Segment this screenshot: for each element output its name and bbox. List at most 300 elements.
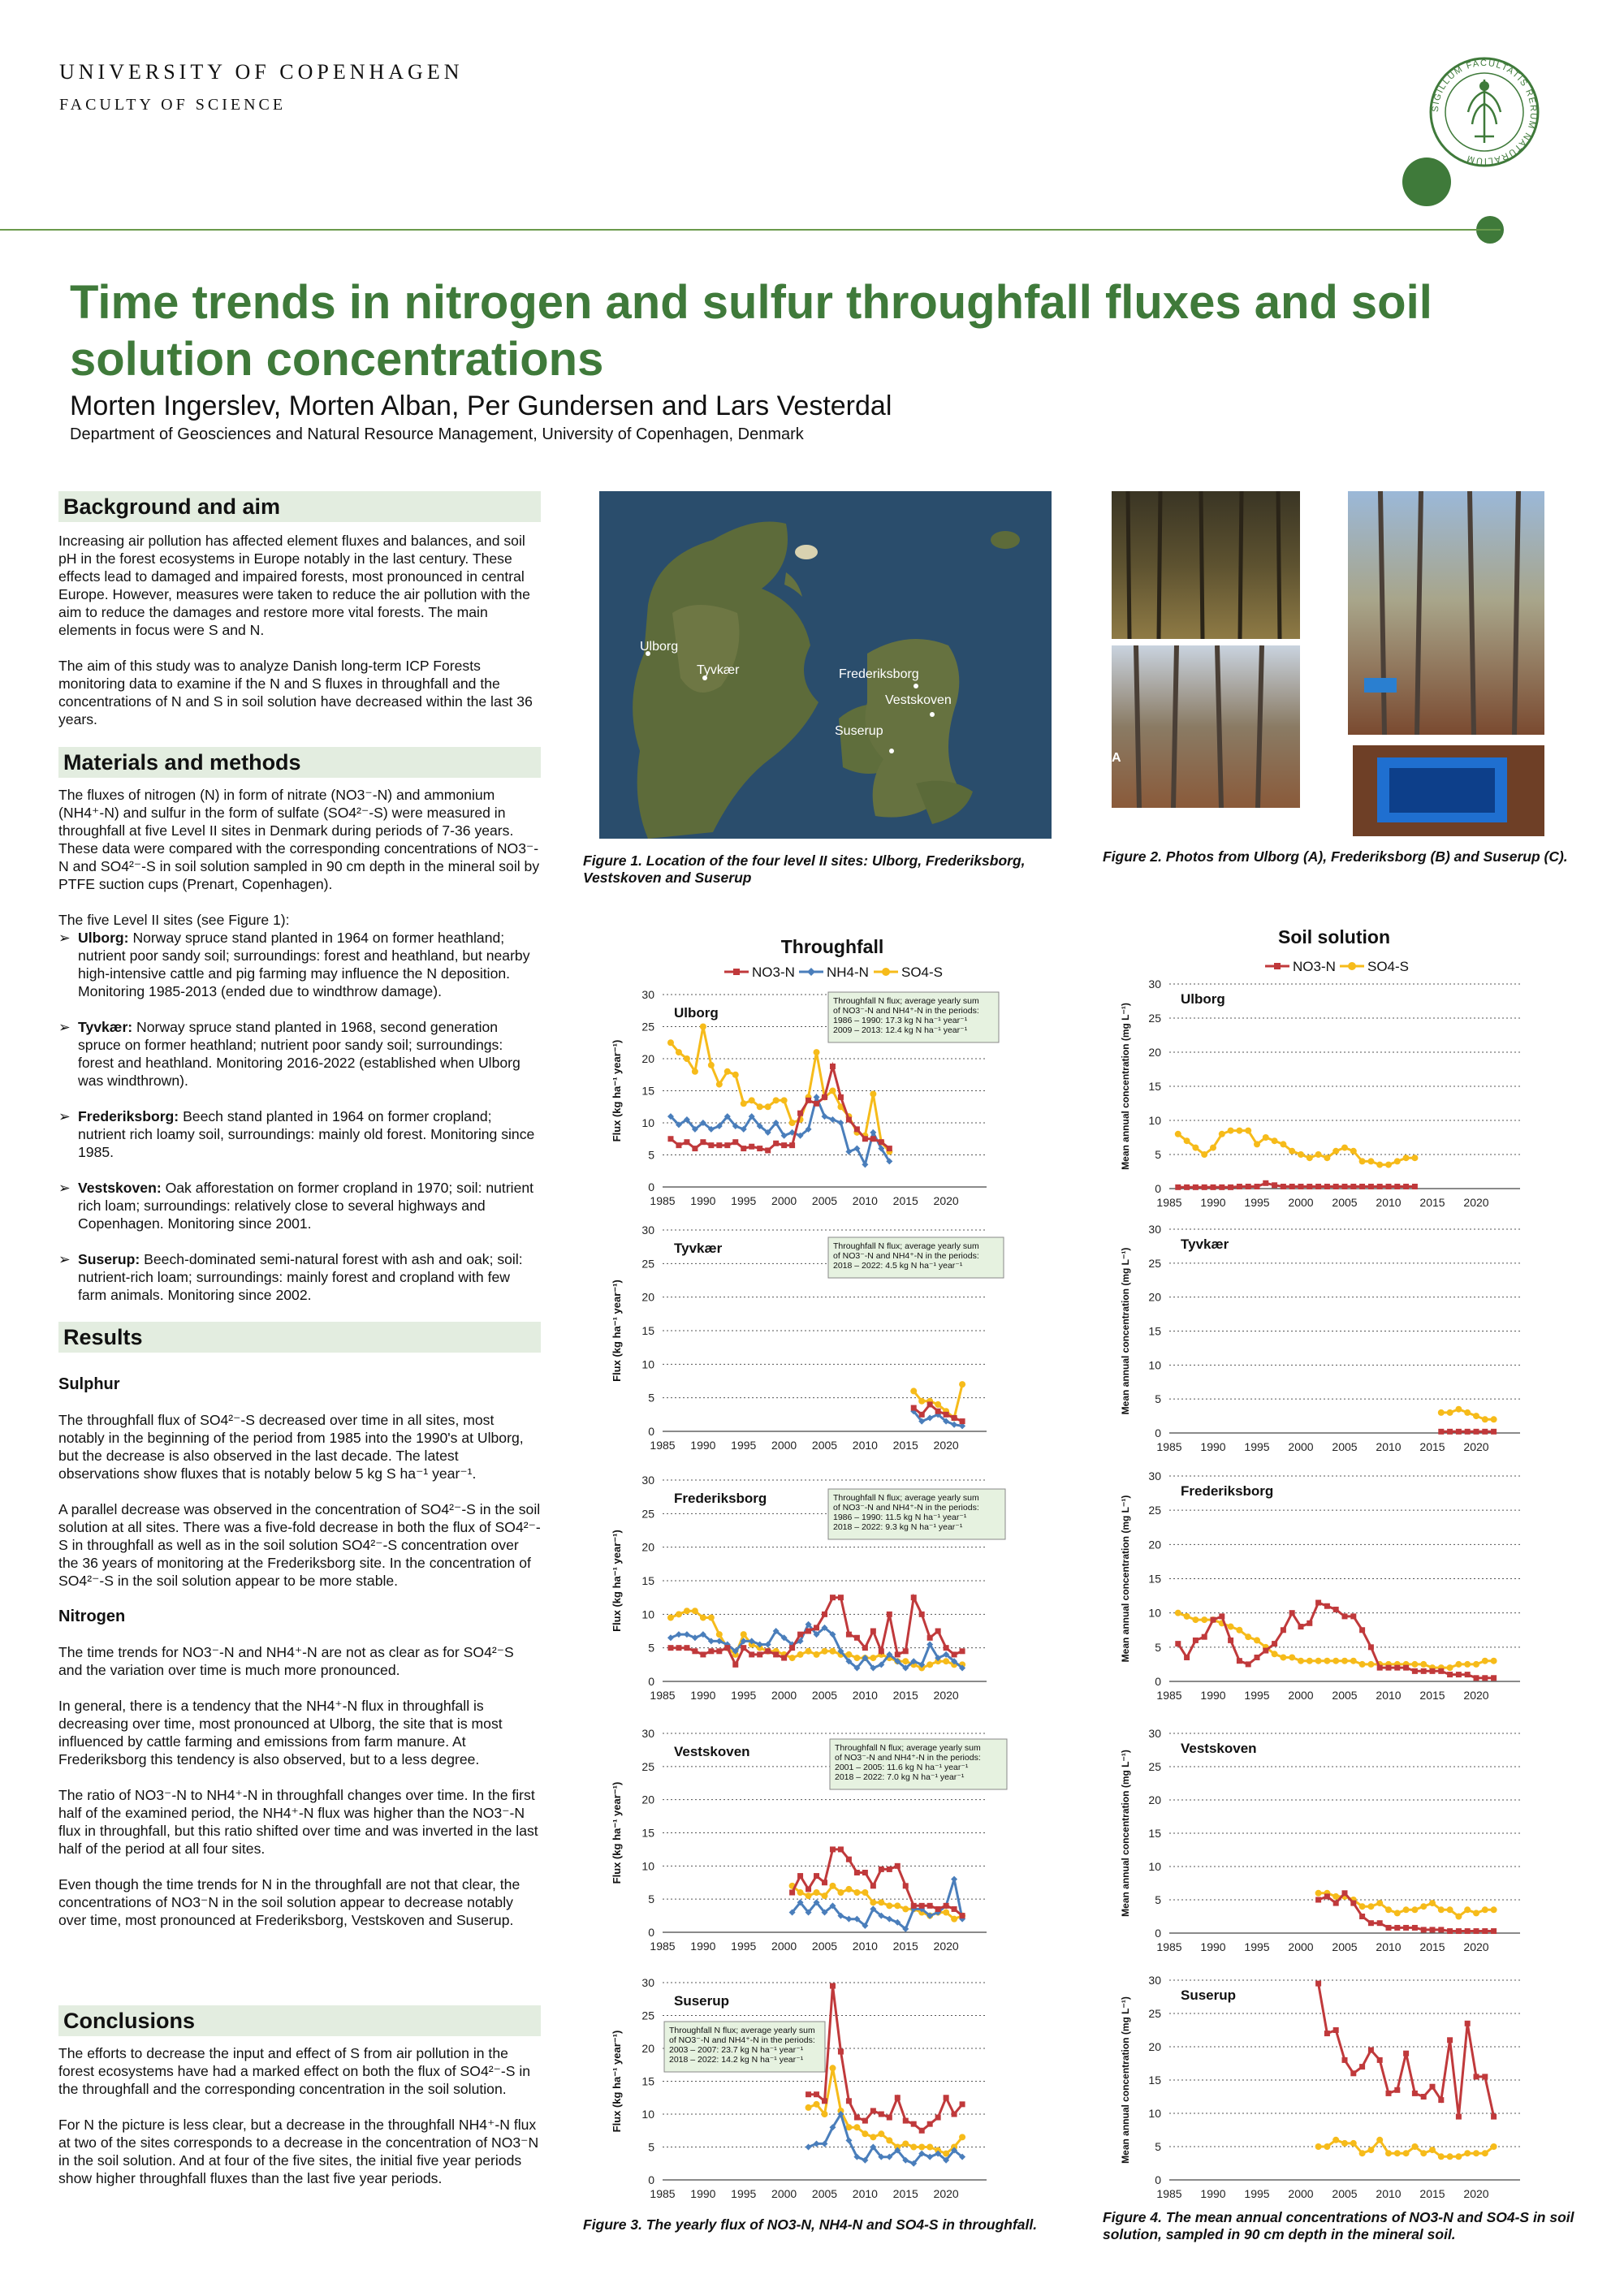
y-tick-label: 25 <box>1148 1504 1161 1517</box>
data-point <box>676 1645 681 1651</box>
x-tick-label: 2010 <box>1376 1940 1402 1953</box>
data-point <box>1491 2114 1497 2120</box>
note-line: 2001 – 2005: 11.6 kg N ha⁻¹ year⁻¹ <box>835 1763 969 1772</box>
data-point <box>1184 1185 1190 1190</box>
data-point <box>1324 2031 1330 2036</box>
data-point <box>887 2115 892 2121</box>
y-tick-label: 0 <box>1155 1675 1161 1688</box>
x-tick-label: 2010 <box>1376 1689 1402 1702</box>
data-point <box>1491 1416 1497 1422</box>
data-point <box>1491 1429 1497 1435</box>
x-tick-label: 1985 <box>650 2187 676 2200</box>
y-tick-label: 0 <box>648 1180 654 1193</box>
data-point <box>1201 1616 1207 1623</box>
y-tick-label: 20 <box>641 1540 654 1554</box>
data-point <box>1342 1613 1348 1619</box>
data-point <box>846 1857 852 1862</box>
data-point <box>1465 1672 1471 1677</box>
data-point <box>814 2140 820 2147</box>
data-point <box>741 1631 747 1638</box>
data-point <box>1482 2150 1488 2156</box>
data-point <box>781 1142 787 1148</box>
y-tick-label: 5 <box>1155 1148 1161 1161</box>
data-point <box>1394 1910 1401 1916</box>
note-line: Throughfall N flux; average yearly sum <box>669 2026 815 2035</box>
data-point <box>781 1097 788 1103</box>
data-point <box>1184 1655 1190 1660</box>
data-point <box>870 1136 876 1142</box>
site-description: Beech stand planted in 1964 on former cropland; nutrient rich loamy soil, surroundings: mainly old forest. Monitoring since 1985. <box>78 1108 535 1160</box>
data-point <box>789 1120 796 1126</box>
y-tick-label: 5 <box>1155 1893 1161 1906</box>
data-point <box>716 1631 723 1638</box>
methods-paragraph: The five Level II sites (see Figure 1): <box>58 912 290 928</box>
data-point <box>789 1890 795 1896</box>
y-tick-label: 25 <box>641 1257 654 1271</box>
x-tick-label: 2005 <box>1332 1196 1358 1209</box>
university-name: UNIVERSITY OF COPENHAGEN <box>59 60 464 84</box>
data-point <box>1394 2150 1401 2156</box>
site-label: Tyvkær <box>1181 1236 1229 1252</box>
data-point <box>667 1634 674 1641</box>
data-point <box>870 1629 876 1634</box>
legend-label: NO3-N <box>752 965 795 980</box>
note-line: 2009 – 2013: 12.4 kg N ha⁻¹ year⁻¹ <box>833 1025 968 1035</box>
data-point <box>1298 1624 1304 1629</box>
data-point <box>1465 1429 1471 1435</box>
data-point <box>1420 2150 1427 2156</box>
affiliation: Department of Geosciences and Natural Resource Management, University of Copenhagen, Denmark <box>70 425 804 443</box>
data-point <box>1332 1148 1339 1154</box>
y-tick-label: 5 <box>648 1641 654 1655</box>
site-label: Ulborg <box>1181 991 1225 1007</box>
data-point <box>684 1631 690 1638</box>
data-point <box>853 1655 860 1661</box>
data-point <box>1456 1429 1462 1435</box>
data-point <box>1307 1658 1313 1664</box>
data-point <box>1228 1624 1234 1630</box>
x-tick-label: 1985 <box>1156 2187 1182 2200</box>
y-tick-label: 5 <box>1155 1640 1161 1654</box>
y-tick-label: 25 <box>641 2009 654 2022</box>
data-point <box>1438 2153 1445 2160</box>
data-point <box>1420 1903 1427 1910</box>
data-point <box>1324 1603 1330 1609</box>
results-paragraph: Even though the time trends for N in the throughfall are not that clear, the concentrations of NO3⁻N in the soil solution appear to decrease notably over time, most pronounced at Frederiksborg, Vestskoven and Suserup. <box>58 1876 520 1928</box>
data-point <box>1280 1654 1286 1660</box>
data-point <box>918 1398 925 1405</box>
data-point <box>1394 1665 1400 1671</box>
data-point <box>1368 1184 1374 1189</box>
y-tick-label: 10 <box>1148 1114 1161 1127</box>
data-point <box>1315 1897 1321 1903</box>
data-point <box>1430 1668 1436 1674</box>
data-point <box>1315 2143 1322 2150</box>
data-point <box>837 1889 844 1896</box>
data-point <box>1412 1925 1418 1931</box>
site-description: Norway spruce stand planted in 1964 on former heathland; nutrient poor sandy soil; surroundings: forest and heathland, but nearby high-intensive cattle and pig farming may influence the N deposition. Monitoring 1985-2013 (ended due to windthrow damage). <box>78 930 530 999</box>
data-point <box>1193 1185 1199 1190</box>
data-point <box>1403 1665 1409 1671</box>
x-tick-label: 1995 <box>731 1194 757 1207</box>
data-point <box>935 1401 941 1408</box>
data-point <box>797 1873 803 1879</box>
data-point <box>838 1094 844 1100</box>
y-tick-label: 25 <box>1148 2007 1161 2020</box>
x-tick-label: 1990 <box>1200 1196 1226 1209</box>
y-tick-label: 30 <box>1148 1974 1161 1987</box>
site-label: Vestskoven <box>1181 1741 1257 1756</box>
data-point <box>1307 1154 1313 1161</box>
data-point <box>903 1648 909 1654</box>
x-tick-label: 1990 <box>690 1689 716 1702</box>
series-line-no3-n <box>671 1067 889 1151</box>
data-point <box>919 1612 925 1617</box>
data-point <box>806 1648 812 1655</box>
data-point <box>1376 1162 1383 1168</box>
site-name: Ulborg: <box>78 930 129 946</box>
x-tick-label: 2000 <box>1288 2187 1314 2200</box>
data-point <box>1307 1184 1312 1189</box>
figure4-caption: Figure 4. The mean annual concentrations of NO3-N and SO4-S in soil solution, sampled in 90 cm depth in the mineral soil. <box>1103 2209 1574 2242</box>
data-point <box>919 1903 925 1909</box>
x-tick-label: 2005 <box>811 1194 838 1207</box>
data-point <box>960 1418 965 1424</box>
x-tick-label: 2005 <box>1332 1940 1358 1953</box>
data-point <box>667 1039 674 1046</box>
data-point <box>1447 1928 1453 1934</box>
data-point <box>781 1655 787 1661</box>
data-point <box>1474 1675 1479 1681</box>
data-point <box>797 1632 803 1638</box>
x-tick-label: 1995 <box>1244 1940 1270 1953</box>
data-point <box>814 1101 819 1107</box>
data-point <box>944 1412 949 1418</box>
data-point <box>935 2115 941 2121</box>
x-tick-label: 2005 <box>811 1940 838 1953</box>
data-point <box>902 1905 909 1912</box>
data-point <box>1350 2140 1357 2147</box>
data-point <box>822 1648 828 1655</box>
data-point <box>1342 1890 1348 1896</box>
data-point <box>846 2098 852 2104</box>
data-point <box>1377 1920 1383 1926</box>
data-point <box>887 1146 892 1151</box>
x-tick-label: 2010 <box>852 1194 878 1207</box>
data-point <box>1482 2074 1488 2079</box>
y-tick-label: 15 <box>641 1826 654 1840</box>
data-point <box>1324 2143 1330 2150</box>
y-tick-label: 15 <box>641 2074 654 2088</box>
data-point <box>830 1846 836 1852</box>
data-point <box>1438 1927 1444 1932</box>
data-point <box>1298 1658 1304 1664</box>
data-point <box>1421 2094 1427 2100</box>
data-point <box>926 2154 933 2160</box>
y-axis-label: Flux (kg ha⁻¹ year⁻¹) <box>611 1280 623 1382</box>
data-point <box>830 1983 836 1989</box>
data-point <box>676 1049 682 1055</box>
data-point <box>1341 2140 1348 2147</box>
x-tick-label: 2000 <box>771 1689 797 1702</box>
data-point <box>814 1651 820 1658</box>
site-name: Frederiksborg: <box>78 1108 179 1124</box>
data-point <box>732 1072 739 1078</box>
data-point <box>845 1886 852 1892</box>
x-tick-label: 1990 <box>690 1194 716 1207</box>
data-point <box>1333 1184 1339 1189</box>
data-point <box>911 1595 917 1600</box>
x-tick-label: 1990 <box>1200 2187 1226 2200</box>
data-point <box>1350 1613 1356 1619</box>
x-tick-label: 2005 <box>811 1689 838 1702</box>
data-point <box>1289 1610 1295 1616</box>
data-point <box>1386 2091 1392 2096</box>
note-line: 1986 – 1990: 17.3 kg N ha⁻¹ year⁻¹ <box>833 1016 968 1025</box>
y-tick-label: 5 <box>1155 1392 1161 1406</box>
results-paragraph: The time trends for NO3⁻-N and NH4⁺-N are not as clear as for SO4²⁻S and the variation over time is much more pronounced. <box>58 1644 514 1678</box>
data-point <box>1385 2150 1392 2156</box>
y-tick-label: 25 <box>641 1507 654 1521</box>
x-tick-label: 2020 <box>1463 1689 1489 1702</box>
section-heading-conclusions: Conclusions <box>58 2005 541 2036</box>
data-point <box>1368 1644 1374 1650</box>
data-point <box>1211 1617 1216 1623</box>
legend-label: SO4-S <box>901 965 944 980</box>
x-tick-label: 2005 <box>811 2187 838 2200</box>
y-tick-label: 30 <box>641 1976 654 1989</box>
data-point <box>684 1645 689 1651</box>
data-point <box>951 1876 957 1883</box>
data-point <box>797 1651 804 1658</box>
note-line: 2018 – 2022: 7.0 kg N ha⁻¹ year⁻¹ <box>835 1772 965 1782</box>
data-point <box>918 2144 925 2151</box>
data-point <box>1228 1128 1234 1134</box>
y-axis-label: Flux (kg ha⁻¹ year⁻¹) <box>611 2030 623 2133</box>
data-point <box>1272 1651 1278 1657</box>
data-point <box>1411 1154 1418 1161</box>
data-point <box>911 1903 917 1909</box>
data-point <box>1482 1928 1488 1934</box>
data-point <box>814 1889 820 1896</box>
data-point <box>1412 2091 1418 2096</box>
x-tick-label: 1985 <box>650 1439 676 1452</box>
data-point <box>838 1595 844 1600</box>
data-point <box>1464 2150 1471 2156</box>
data-point <box>870 1655 876 1661</box>
data-point <box>1403 1906 1410 1913</box>
data-point <box>829 1883 836 1889</box>
data-point <box>1394 1158 1401 1164</box>
data-point <box>1403 1154 1410 1161</box>
data-point <box>895 2095 901 2100</box>
x-tick-label: 2020 <box>1463 1940 1489 1953</box>
x-tick-label: 1985 <box>650 1194 676 1207</box>
data-point <box>1482 1658 1488 1664</box>
data-point <box>886 1902 892 1909</box>
data-point <box>1491 1658 1497 1664</box>
data-point <box>708 1062 715 1068</box>
data-point <box>1272 1137 1278 1144</box>
data-point <box>1455 1661 1462 1668</box>
data-point <box>829 1648 836 1655</box>
x-tick-label: 2010 <box>1376 1196 1402 1209</box>
data-point <box>1455 2153 1462 2160</box>
data-point <box>1412 1668 1418 1674</box>
data-point <box>797 1889 804 1896</box>
x-tick-label: 2020 <box>933 1194 959 1207</box>
data-point <box>1420 1661 1427 1668</box>
data-point <box>952 1415 957 1421</box>
data-point <box>692 1068 698 1075</box>
x-tick-label: 2015 <box>1419 1689 1445 1702</box>
data-point <box>716 1081 723 1088</box>
x-tick-label: 1985 <box>650 1940 676 1953</box>
data-point <box>935 1409 941 1414</box>
y-tick-label: 5 <box>648 2140 654 2154</box>
y-axis-label: Mean annual concentration (mg L⁻¹) <box>1120 1996 1131 2164</box>
map-label: Ulborg <box>640 640 679 654</box>
data-point <box>879 1867 884 1872</box>
data-point <box>1201 1151 1207 1158</box>
data-point <box>1272 1182 1277 1188</box>
data-point <box>959 1381 965 1388</box>
data-point <box>1359 2064 1365 2069</box>
data-point <box>1202 1634 1207 1640</box>
data-point <box>1350 2070 1356 2076</box>
map-label: Suserup <box>835 724 883 738</box>
data-point <box>1465 1928 1471 1934</box>
data-point <box>814 1625 819 1630</box>
data-point <box>765 1147 771 1153</box>
data-point <box>952 1651 957 1657</box>
data-point <box>773 1141 779 1146</box>
data-point <box>1281 1184 1286 1189</box>
data-point <box>814 1094 820 1100</box>
data-point <box>1236 1128 1242 1134</box>
data-point <box>1263 1180 1268 1186</box>
results-paragraph: The ratio of NO3⁻-N to NH4⁺-N in throughfall changes over time. In the first half of the examined period, the NH4⁺-N flux was higher than the NO3⁻-N flux in throughfall, but this ratio shifted over time and was inverted in the last half of the period at all four sites. <box>58 1787 538 1857</box>
data-point <box>1411 1906 1418 1913</box>
data-point <box>1193 1638 1199 1643</box>
data-point <box>1263 1134 1269 1141</box>
y-axis-label: Flux (kg ha⁻¹ year⁻¹) <box>611 1039 623 1142</box>
data-point <box>806 1892 812 1899</box>
site-description: Norway spruce stand planted in 1968, second generation spruce on former heathland; nutrient poor sandy soil; surroundings: forest and heathland. Monitoring 2016-2022 (established when Ulborg was windthrown). <box>78 1019 520 1089</box>
data-point <box>1298 1184 1304 1189</box>
data-point <box>902 2140 909 2147</box>
data-point <box>862 2118 868 2124</box>
x-tick-label: 1995 <box>1244 2187 1270 2200</box>
data-point <box>1192 1616 1199 1623</box>
y-tick-label: 10 <box>641 1608 654 1621</box>
data-point <box>1403 2150 1410 2156</box>
x-tick-label: 2000 <box>771 2187 797 2200</box>
data-point <box>862 1870 868 1875</box>
data-point <box>943 1658 949 1664</box>
x-tick-label: 2015 <box>892 1194 918 1207</box>
data-point <box>1482 1675 1488 1681</box>
x-tick-label: 2020 <box>1463 1196 1489 1209</box>
data-point <box>902 1658 909 1664</box>
note-line: 2018 – 2022: 14.2 kg N ha⁻¹ year⁻¹ <box>669 2055 804 2065</box>
data-point <box>853 1889 860 1896</box>
data-point <box>1464 1906 1471 1913</box>
chart-title: Throughfall <box>780 936 884 957</box>
data-point <box>1385 1906 1392 1913</box>
data-point <box>879 1648 884 1654</box>
data-point <box>862 1889 868 1896</box>
data-point <box>1421 1927 1427 1932</box>
data-point <box>1491 1675 1497 1681</box>
data-point <box>1315 1600 1321 1606</box>
data-point <box>1367 1661 1374 1668</box>
data-point <box>1438 1409 1445 1416</box>
data-point <box>870 1883 876 1888</box>
data-point <box>1342 2057 1348 2063</box>
data-point <box>854 1126 860 1132</box>
legend-label: NO3-N <box>1293 959 1336 974</box>
y-tick-label: 25 <box>641 1020 654 1034</box>
data-point <box>944 1903 949 1909</box>
y-tick-label: 5 <box>648 1892 654 1906</box>
data-point <box>692 1608 698 1614</box>
section-heading-results: Results <box>58 1322 541 1353</box>
x-tick-label: 2005 <box>811 1439 838 1452</box>
data-point <box>895 1651 901 1657</box>
data-point <box>887 1867 892 1872</box>
x-tick-label: 1990 <box>1200 1440 1226 1453</box>
y-tick-label: 25 <box>1148 1012 1161 1025</box>
y-tick-label: 0 <box>1155 1426 1161 1439</box>
x-tick-label: 1995 <box>1244 1196 1270 1209</box>
data-point <box>732 1139 738 1145</box>
data-point <box>741 1100 747 1107</box>
data-point <box>1324 1184 1330 1189</box>
y-tick-label: 10 <box>1148 1606 1161 1620</box>
data-point <box>1474 1928 1479 1934</box>
x-tick-label: 1990 <box>690 1940 716 1953</box>
data-point <box>1438 1429 1444 1435</box>
x-tick-label: 1990 <box>1200 1689 1226 1702</box>
data-point <box>943 1910 949 1916</box>
data-point <box>1438 2097 1444 2103</box>
y-axis-label: Mean annual concentration (mg L⁻¹) <box>1120 1750 1131 1917</box>
data-point <box>1455 1406 1462 1413</box>
x-tick-label: 2015 <box>892 2187 918 2200</box>
data-point <box>1447 1664 1453 1671</box>
data-point <box>1359 1914 1365 1919</box>
x-tick-label: 1985 <box>1156 1196 1182 1209</box>
data-point <box>1376 1900 1383 1906</box>
x-tick-label: 2010 <box>1376 1440 1402 1453</box>
data-point <box>1464 1409 1471 1416</box>
y-tick-label: 15 <box>1148 1827 1161 1840</box>
data-point <box>1341 1658 1348 1664</box>
data-point <box>1394 1184 1400 1189</box>
data-point <box>903 2118 909 2124</box>
data-point <box>1333 1607 1339 1612</box>
data-point <box>1473 2150 1479 2156</box>
data-point <box>822 2111 828 2117</box>
figure1-caption: Figure 1. Location of the four level II sites: Ulborg, Frederiksborg, Vestskoven and Suserup <box>583 852 1026 886</box>
data-point <box>1219 1185 1224 1190</box>
y-tick-label: 30 <box>641 988 654 1001</box>
data-point <box>1411 2143 1418 2150</box>
data-point <box>870 1899 876 1905</box>
data-point <box>1456 1672 1462 1677</box>
data-point <box>684 1055 690 1062</box>
